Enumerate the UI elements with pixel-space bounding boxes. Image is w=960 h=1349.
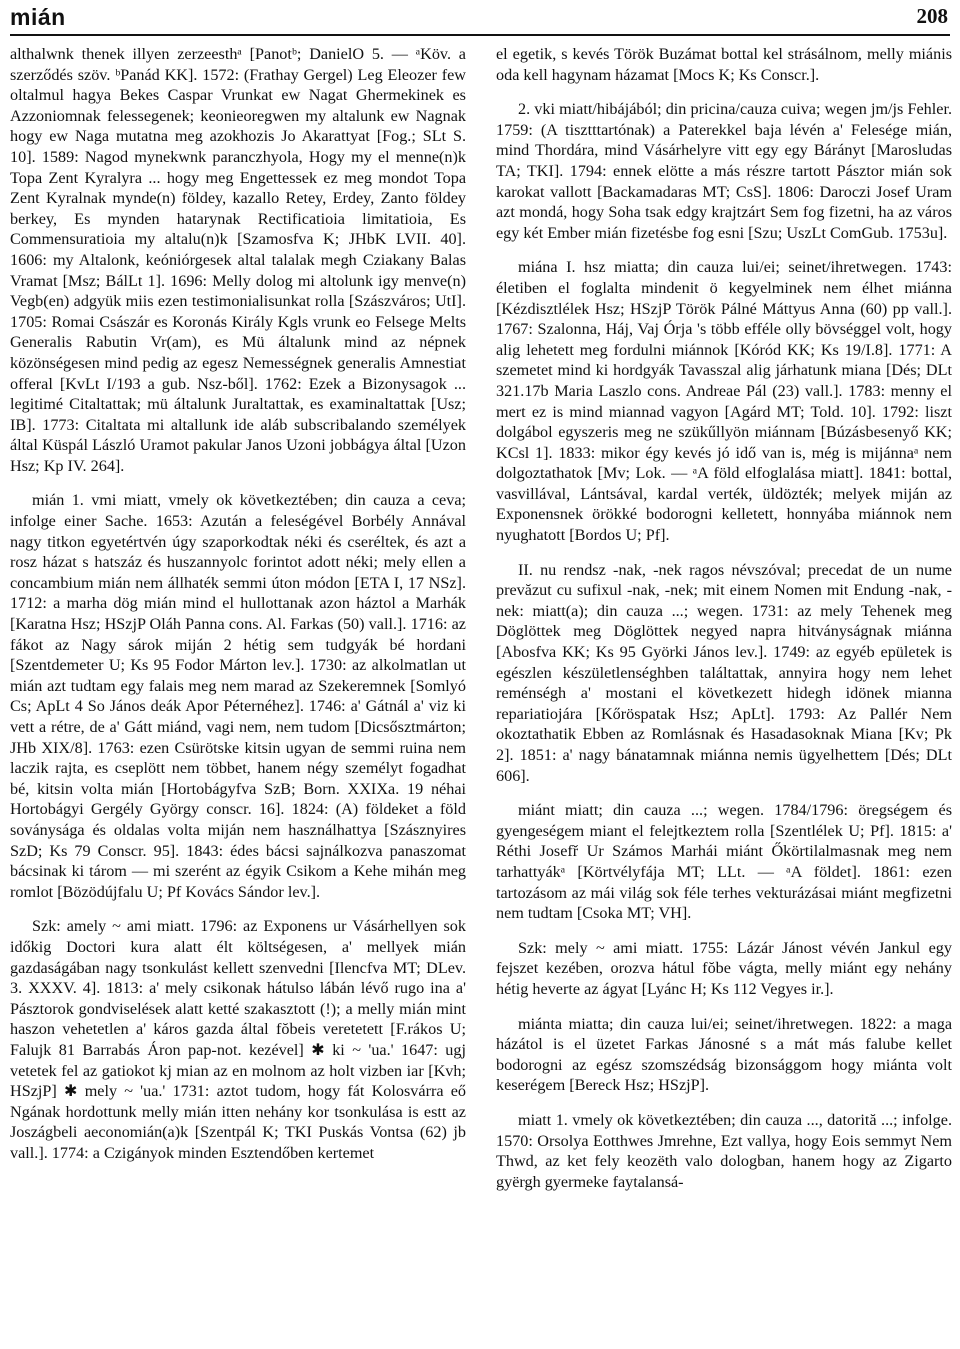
- entry-paragraph: II. nu rendsz -nak, -nek ragos névszóval; precedat de un nume prevăzut cu sufixul -nak, -nek; mit einem Nomen mit Endung -nak, -nek: miatt(a); din cauza ...; wegen. 1731: az mely Tehenek meg Döglöttek meg Döglöttek negyed napra hitványságnak miánna [Abosfva KK; Ks 95 Györki János lev.]. 1749: az egyéb epületek is egészlen készületlenséghben találtattak, annyira hogy nem lehet reménségh a' mostani el következett hidegh idönek mianna repariatiojára [Kőröspatak Hsz; ApLt]. 1793: Az Pallér Nem okoztathatik Ebben az Romlásnak és Hasadasoknak Miana [Kv; Pk 2]. 1851: a' nagy bánatamnak miánna nemis ügyelhettem [Dés; DLt 606].: [496, 560, 952, 785]
- entry-paragraph: Szk: amely ~ ami miatt. 1796: az Exponens ur Vásárhellyen sok időkig Doctori kura alatt élt költségesen, a' mellyek mián gazdaságában nagy tsonkulást kellett szenvedni [Ilencfva MT; DLev. 3. XXXV. 4]. 1813: a' mely csikonak hátulso lábán lévő rugo ina a' Pásztorok gondviselések alatt ketté szakasztott (!); a melly mián mint haszon vehetetlen a' káros gazda által fŏbeis veretetett [F.rákos U; Falujk 81 Barrabás Áron pap-not. kezével] ✱ ki ~ 'ua.' 1647: ugj vetetek fel az gatiokot kj mian az en molnom az holt vizben iar [Kvh; HSzjP] ✱ mely ~ 'ua.' 1731: aztot tudom, hogy fát Kolosvárra eő Ngának hordottunk melly mián itten nehány kor tsonkulása is estt az Joszágbeli aeconomián(a)k [Szentpál K; TKI Puskás Vontsa (62) jb vall.]. 1774: a Czigányok minden Esztendőben kertemet: [10, 917, 466, 1162]
- page-number: 208: [916, 4, 948, 28]
- entry-paragraph: 2. vki miatt/hibájából; din pricina/cauza cuiva; wegen jm/js Fehler. 1759: (A tisztttartónak) a Paterekkel baja lévén a' Felesége mián, mind Thordára, mind Vásárhelyre vitt egy egy Bárányt [Marosludas TA; TKI]. 1794: ennek elötte a más részre tartott Pásztor mián sok karokat vallott [Backamadaras MT; CsS]. 1806: Daroczi Josef Uram azt mondá, hogy Soha tsak edgy krajtzárt Sem fog fizetni, ha az város egy két Ember mián fizetésbe fog esni [Szu; UszLt ComGub. 1753u].: [496, 100, 952, 242]
- entry-paragraph: althalwnk thenek illyen zerzeesthᵃ [Panotᵇ; DanielO 5. — ᵃKöv. a szerződés szöv. ᵇPanád KK]. 1572: (Frathay Gergel) Leg Eleozer few oltalmul hagya Bekes Caspar Vrunkat ew Nagat Ghermekinek es Azzoniomnak felessegenek; keonieoregwen my altalunk ew Nagnak hogy ew Naga mutatna meg azokhozis Jo Akarattyat [Fog.; SLt S. 10]. 1589: Nagod mynekwnk paranczhyola, Hogy my el menne(n)k Topa Zent Kyralyra ... hogy meg Engettessek ez meg mondot Topa Zent Kyralnak mynde(n) földey, kazallo Retey, Erdey, Zanto földey berkey, Es mynden hatarynak Rectificatioia limitatioia, Es Commensuratioia my altalu(n)k [Szamosfva K; JHbK LVII. 40]. 1606: my Altalonk, keóniórgesek altal talalak megh Cziakany Balas Vramat [Msz; BálLt 1]. 1696: Melly dolog mi altolunk igy menve(n) Vegb(en) adgyük miis ezen testimonialisunkat rolla [Szászváros; UtI]. 1705: Romai Császár es Koronás Király Kgls vrunk eo Felsege Melts Generalis Rabutin Vr(am), es Mü általunk mind az népnek közönségesen mind pedig az egesz Nemességnek generalis Amnestiat offeral [KvLt I/193 a gub. Nsz-ből]. 1762: Ezek a Bizonysagok ... legitimé Citaltattak; mü általunk Juraltattak, es examinaltattak [Usz; IB]. 1773: Citaltata mi altallunk ide aláb subscribalando személyek által Küspál László Uramot pakular Janos Uzoni jobbágya által [Uzon Hsz; Kp IV. 264].: [10, 45, 466, 475]
- entry-paragraph: miatt 1. vmely ok következtében; din cauza ..., datorită ...; infolge. 1570: Orsolya Eotthwes Jmrehne, Ezt vallya, hogy Eois semmyt Nem Thwd, az ket fely keozëth valo dologban, hanem hogy az Zigarto gyërgh gyermeke faytalansá-: [496, 1110, 952, 1191]
- right-column: [496, 44, 952, 1349]
- page-header: [10, 0, 950, 36]
- entry-paragraph: miánt miatt; din cauza ...; wegen. 1784/1796: öregségem és gyengeségem miant el felejtkeztem rolla [Szentlélek U; Pf]. 1815: a' Réthi Josefř Ur Számos Marhái miánt Őkörtilalmasnak meg nem tarhattyákᵃ [Körtvélyfája MT; LLt. — ᵃA földet]. 1861: ezen tartozásom az mái világ sok féle terhes vekturázásai miánt megfizetni nem tudtam [Csoka MT; VH].: [496, 801, 952, 923]
- running-headword: mián: [10, 4, 66, 30]
- header-rule: [10, 34, 950, 36]
- left-column: [10, 44, 466, 1349]
- entry-paragraph: mián 1. vmi miatt, vmely ok következtében; din cauza a ceva; infolge einer Sache. 1653: Azután a feleségével Borbély Annával nagy titkon egyetértvén úgy szaporkodtak néki és cseréltek, és azt a rosz házat s hatszáz és huszannyolc forintot adott néki; mely ellen a concambium mián nem állhaték semmi úton módon [ETA I, 17 NSz]. 1712: a marha dög mián mind el hullottanak azon háztol a Marhák [Karatna Hsz; HSzjP Oláh Panna cons. Al. Farkas (50) vall.]. 1716: az fákot az Nagy sárok miján 2 hétig sem tudgyák bé hordani [Szentdemeter U; Ks 95 Fodor Márton lev.]. 1730: az alkolmatlan ut mián azt tudtam egy falais meg nem marad az Szekeremnek [Somlyó Cs; ApLt 4 So János deák Apor Péternéhez]. 1746: a' Gátnál a' viz ki vett a rétre, de a' Gátt miánd, vagi nem, nem tudom [Dicsősztmárton; JHb XIX/8]. 1763: ezen Csürötske kitsin ugyan de semmi ruina nem laczik rajta, es cseplött nem többet, hanem négy személyt fogadhat bé, kitsin volta mián [Hortobágyfva SzB; Born. XXIXa. 19 néhai Hortobágyi Gergély György conscr. 16]. 1824: (A) földeket a föld soványsága és oldalas volta miján nem használhattya [Szásznyires SzD; Ks 79 Conscr. 95]. 1843: édes bácsi sajnálkozva panaszomat bácsinak ki tárom — mi szerént az égyik Csikom a Kehe mihán meg romlot [Bözödújfalu U; Pf Kovács Sándor lev.].: [10, 491, 466, 901]
- entry-paragraph: miána I. hsz miatta; din cauza lui/ei; seinet/ihretwegen. 1743: életiben el foglalta mindenit ö kegyelminek nem élhet miánna [Kézdisztlélek Hsz; HSzjP Török Pálné Máttyus Anna (60) pp vall.]. 1767: Szalonna, Háj, Vaj Órja 's több efféle olly bövséggel volt, hogy alig lehetett meg fordulni miánnok [Kóród KK; Ks 19/I.8]. 1771: A szemetet mind ki hordgyák Tavasszal alig járhatunk miana [Dés; DLt 321.17b Maria Laszlo cons. Andreae Pál (23) vall.]. 1783: menny el mert ez is mind miannad vagyon [Agárd MT; Told. 10]. 1792: liszt dolgábol egyszeris meg ne szükűllyön miánnam [Búzásbesenyő KK; KCsl 1]. 1833: mikor égy kevés jó idő van is, még is mijánnaᵃ nem dolgoztathatok [Mv; Lok. — ᵃA föld elfoglalása miatt]. 1841: bottal, vasvillával, Lántsával, kardal verték, üldözték; melyek miján az Exponensnek örökké bodorogni kelletett, honnyába miánnok nem nyughatott [Bordos U; Pf].: [496, 258, 952, 545]
- entry-paragraph: Szk: mely ~ ami miatt. 1755: Lázár Jánost vévén Jankul egy fejszet kezében, orozva hátul fŏbe vágta, melly miánt egy nehány hétig heverte az ágyat [Lyánc H; Ks 112 Vegyes ir.].: [496, 938, 952, 998]
- entry-paragraph: el egetik, s kevés Török Buzámat bottal kel strásálnom, melly miánis oda kell hagynam házamat [Mocs K; Ks Conscr.].: [496, 45, 952, 84]
- entry-paragraph: miánta miatta; din cauza lui/ei; seinet/ihretwegen. 1822: a maga házátol is el üzetet Farkas Jánosné s a mát más falube kellet bodorogni az egész szomszédság bizonsággom hogy miánta volt keserégem [Bereck Hsz; HSzjP].: [496, 1014, 952, 1095]
